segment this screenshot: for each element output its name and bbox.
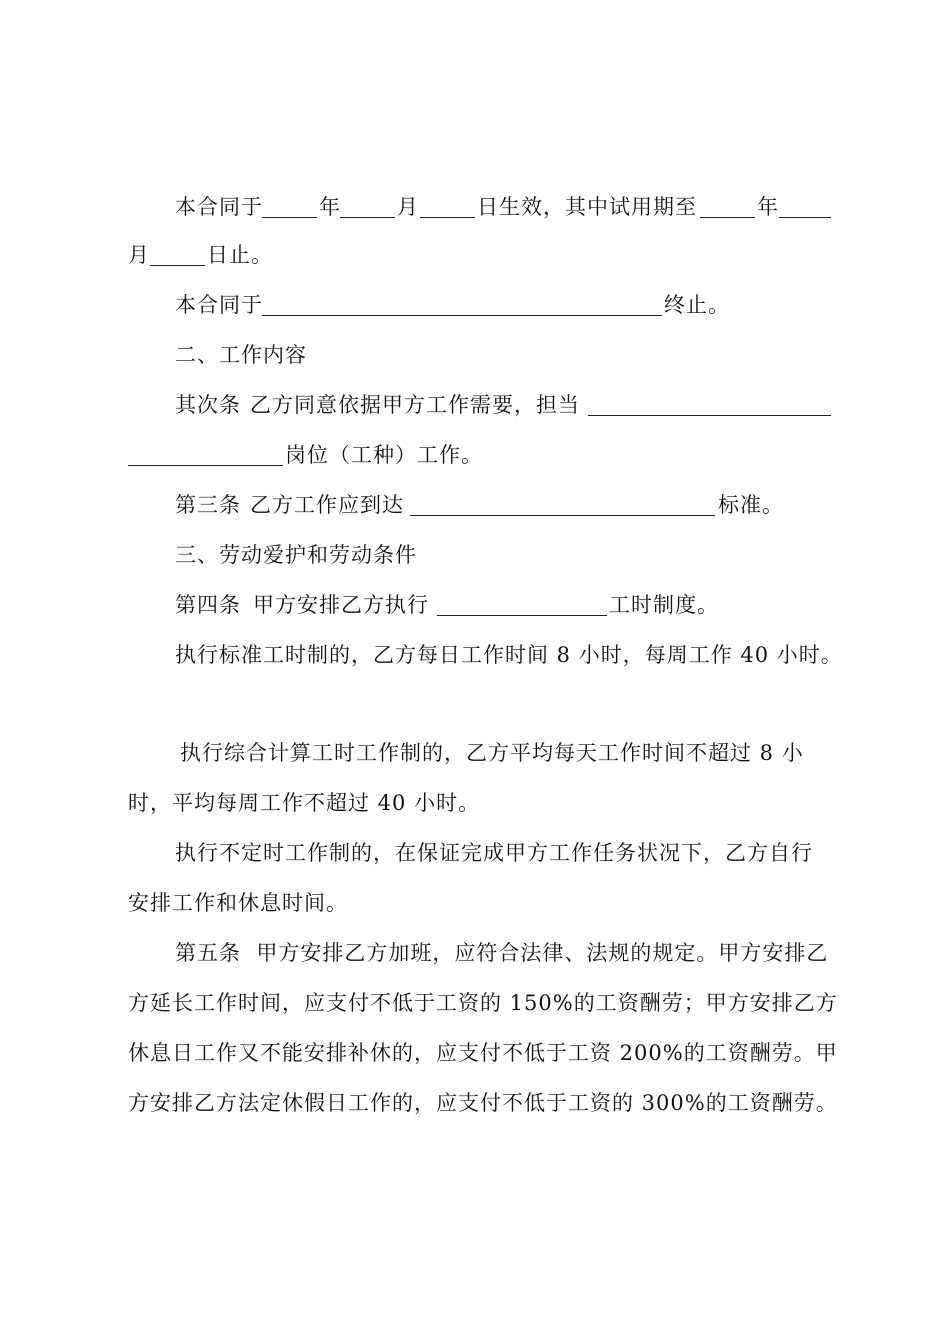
post-blank-b xyxy=(128,440,283,466)
year-label: 年 xyxy=(319,195,341,219)
standard-blank xyxy=(410,490,715,516)
probation-day-blank xyxy=(150,240,205,266)
article-5-text-1: 第五条 甲方安排乙方加班，应符合法律、法规的规定。甲方安排乙 xyxy=(175,941,829,965)
probation-year-label: 年 xyxy=(757,195,779,219)
post-blank-a xyxy=(588,390,831,416)
termination-suffix: 终止。 xyxy=(664,293,730,317)
article-5-line-1 xyxy=(0,938,950,968)
section-2-title: 二、工作内容 xyxy=(175,343,307,367)
effective-day-text: 日生效，其中试用期至 xyxy=(477,195,697,219)
probation-end-line xyxy=(0,240,950,270)
article-4-label: 第四条 xyxy=(175,593,241,617)
flexible-text-1: 执行不定时工作制的，在保证完成甲方工作任务状况下，乙方自行 xyxy=(175,841,813,865)
article-2-line-2 xyxy=(0,440,950,470)
article-4-line xyxy=(0,590,950,620)
day-blank xyxy=(420,192,475,218)
article-5-text-2: 方延长工作时间，应支付不低于工资的 150%的工资酬劳；甲方安排乙方 xyxy=(128,991,838,1015)
termination-blank xyxy=(262,290,662,316)
flexible-text-2: 安排工作和休息时间。 xyxy=(128,891,348,915)
probation-month-label: 月 xyxy=(128,243,150,267)
effective-date-line xyxy=(0,192,950,222)
termination-prefix: 本合同于 xyxy=(175,293,263,317)
article-5-line-2 xyxy=(0,988,950,1018)
probation-month-blank-a xyxy=(779,192,831,218)
article-4-text: 甲方安排乙方执行 xyxy=(253,593,429,617)
article-2-text: 乙方同意依据甲方工作需要，担当 xyxy=(250,393,580,417)
termination-line xyxy=(0,290,950,320)
flexible-line-2 xyxy=(0,888,950,918)
comprehensive-line-1 xyxy=(0,738,950,768)
article-3-text: 乙方工作应到达 xyxy=(250,493,404,517)
hours-system-blank xyxy=(437,590,607,616)
section-3-heading xyxy=(0,540,950,570)
article-5-text-4: 方安排乙方法定休假日工作的，应支付不低于工资的 300%的工资酬劳。 xyxy=(128,1091,838,1115)
article-3-suffix: 标准。 xyxy=(718,493,784,517)
article-5-line-4 xyxy=(0,1088,950,1118)
comprehensive-text-1: 执行综合计算工时工作制的，乙方平均每天工作时间不超过 8 小 xyxy=(180,741,804,765)
probation-end-text: 日止。 xyxy=(207,243,273,267)
standard-hours-text: 执行标准工时制的，乙方每日工作时间 8 小时，每周工作 40 小时。 xyxy=(175,643,843,667)
flexible-line-1 xyxy=(0,838,950,868)
comprehensive-text-2: 时，平均每周工作不超过 40 小时。 xyxy=(128,791,481,815)
comprehensive-line-2 xyxy=(0,788,950,818)
article-2-line-1 xyxy=(0,390,950,420)
article-3-label: 第三条 xyxy=(175,493,241,517)
section-3-title: 三、劳动爱护和劳动条件 xyxy=(175,543,417,567)
article-2-suffix: 岗位（工种）工作。 xyxy=(285,443,483,467)
standard-hours-line xyxy=(0,640,950,670)
month-label: 月 xyxy=(397,195,419,219)
month-blank xyxy=(340,192,395,218)
year-blank xyxy=(262,192,317,218)
article-5-text-3: 休息日工作又不能安排补休的，应支付不低于工资 200%的工资酬劳。甲 xyxy=(128,1041,838,1065)
article-5-line-3 xyxy=(0,1038,950,1068)
article-2-label: 其次条 xyxy=(175,393,241,417)
section-2-heading xyxy=(0,340,950,370)
article-3-line xyxy=(0,490,950,520)
effective-prefix: 本合同于 xyxy=(175,195,263,219)
article-4-suffix: 工时制度。 xyxy=(609,593,719,617)
probation-year-blank xyxy=(700,192,755,218)
